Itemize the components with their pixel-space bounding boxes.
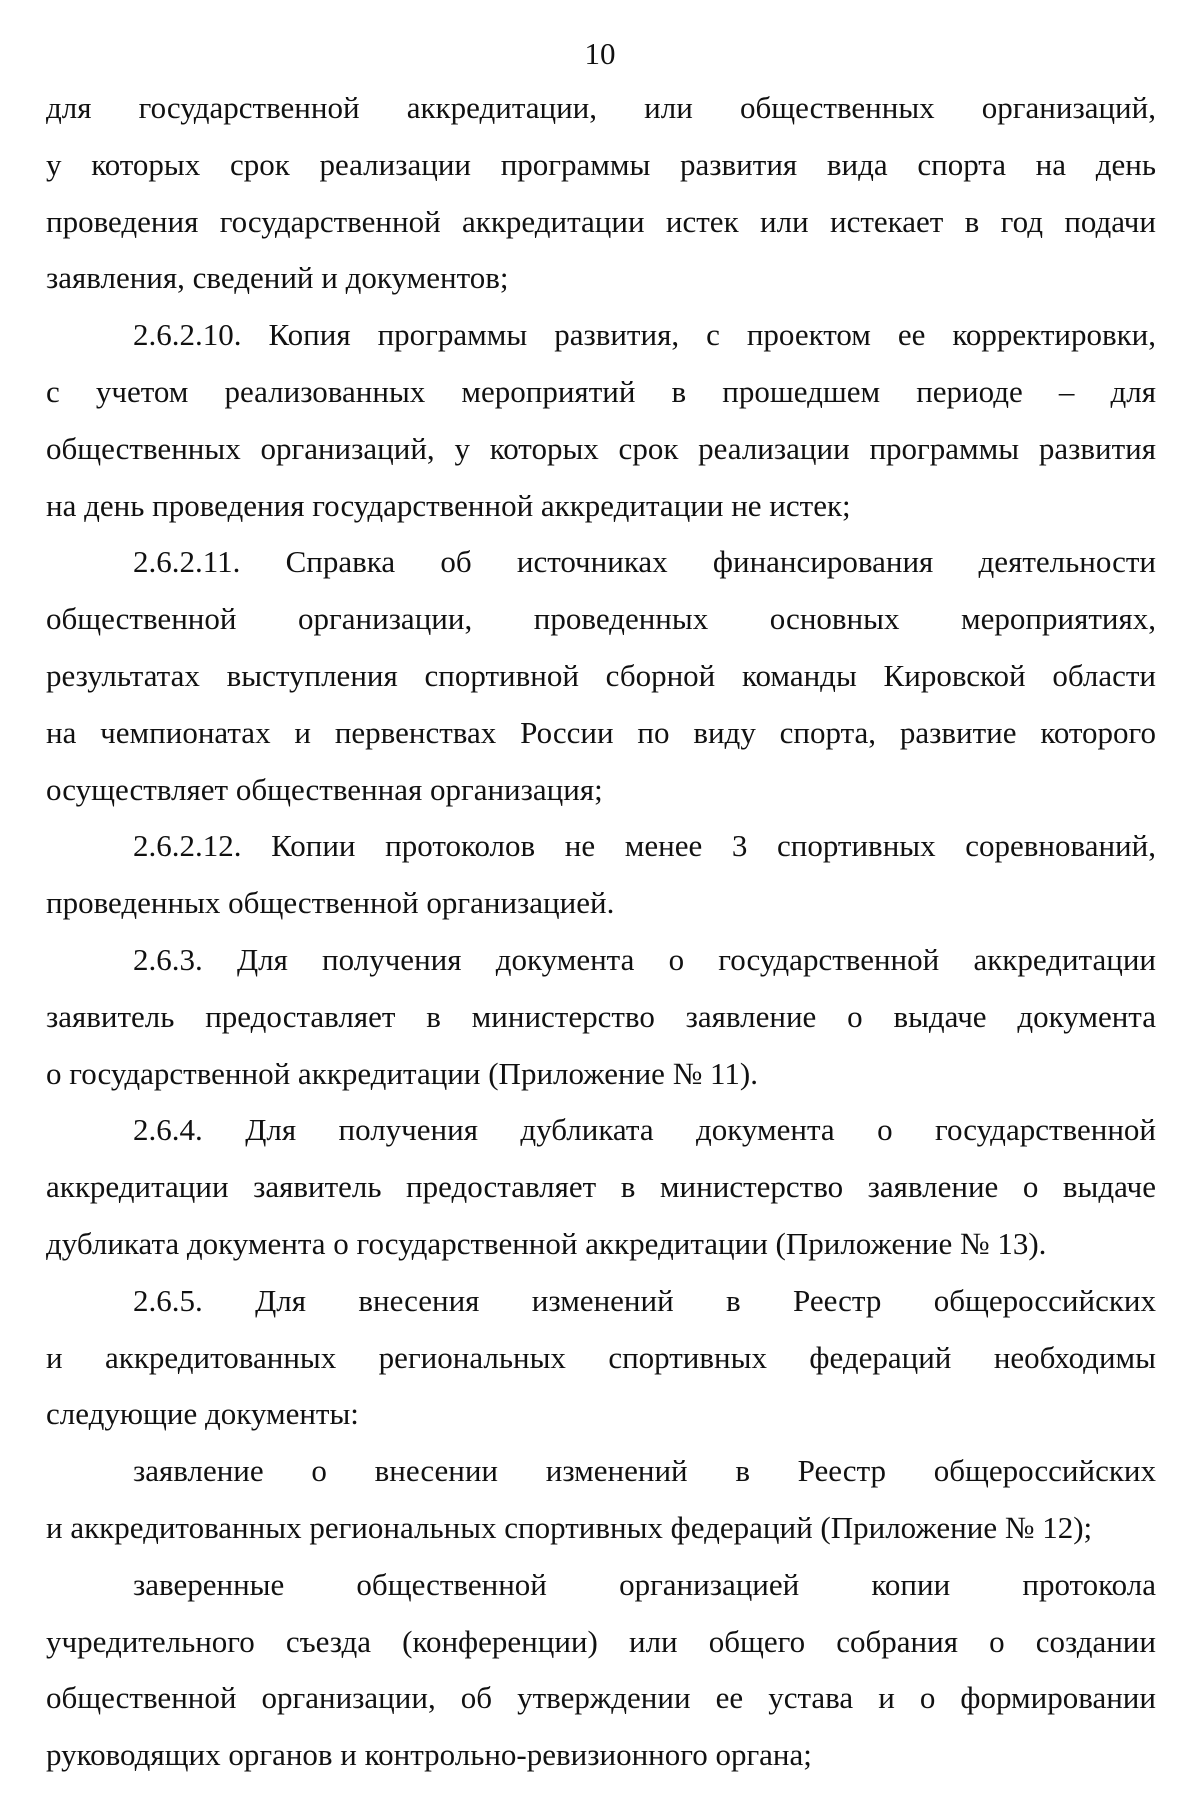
text-line: проведения государственной аккредитации истек или истекает в год подачи [46,203,1156,239]
text-line: учредительного съезда (конференции) или общего собрания о создании [46,1623,1156,1659]
text-line: и аккредитованных региональных спортивных федераций (Приложение № 12); [46,1509,1093,1545]
paragraph-p0 [46,80,1156,307]
text-line: заявления, сведений и документов; [46,260,509,296]
text-line: общественных организаций, у которых срок реализации программы развития [46,430,1156,466]
text-line: заявление о внесении изменений в Реестр общероссийских [133,1453,1156,1489]
paragraph-p7 [46,1443,1156,1557]
text-line: проведенных общественной организацией. [46,885,615,921]
text-line: аккредитации заявитель предоставляет в министерство заявление о выдаче [46,1169,1156,1205]
text-line: 2.6.2.12. Копии протоколов не менее 3 спортивных соревнований, [133,828,1156,864]
text-line: с учетом реализованных мероприятий в прошедшем периоде – для [46,373,1156,409]
text-line: общественной организации, об утверждении ее устава и о формировании [46,1680,1156,1716]
text-line: на чемпионатах и первенствах России по виду спорта, развитие которого [46,714,1156,750]
text-line: и аккредитованных региональных спортивных федераций необходимы [46,1339,1156,1375]
text-line: 2.6.3. Для получения документа о государственной аккредитации [133,941,1156,977]
text-line: общественной организации, проведенных основных мероприятиях, [46,601,1156,637]
paragraph-p8 [46,1557,1156,1784]
paragraph-p1 [46,307,1156,534]
paragraph-p4 [46,932,1156,1102]
text-line: заявитель предоставляет в министерство заявление о выдаче документа [46,998,1156,1034]
document-body [46,80,1156,1784]
text-line: заверенные общественной организацией копии протокола [133,1566,1156,1602]
text-line: 2.6.5. Для внесения изменений в Реестр общероссийских [133,1282,1156,1318]
text-line: у которых срок реализации программы развития вида спорта на день [46,146,1156,182]
text-line: для государственной аккредитации, или общественных организаций, [46,90,1156,125]
text-line: 2.6.4. Для получения дубликата документа о государственной [133,1112,1156,1148]
paragraph-p2 [46,534,1156,818]
paragraph-p5 [46,1102,1156,1272]
paragraph-p3 [46,818,1156,932]
text-line: о государственной аккредитации (Приложение № 11). [46,1055,758,1091]
text-line: 2.6.2.10. Копия программы развития, с проектом ее корректировки, [133,317,1156,353]
text-line: 2.6.2.11. Справка об источниках финансирования деятельности [133,544,1156,580]
page-number: 10 [584,36,616,71]
text-line: дубликата документа о государственной аккредитации (Приложение № 13). [46,1225,1047,1261]
text-line: осуществляет общественная организация; [46,771,603,807]
text-line: результатах выступления спортивной сборной команды Кировской области [46,657,1156,693]
paragraph-p6 [46,1273,1156,1443]
text-line: руководящих органов и контрольно-ревизионного органа; [46,1737,812,1773]
text-line: на день проведения государственной аккредитации не истек; [46,487,851,523]
text-line: следующие документы: [46,1396,359,1432]
